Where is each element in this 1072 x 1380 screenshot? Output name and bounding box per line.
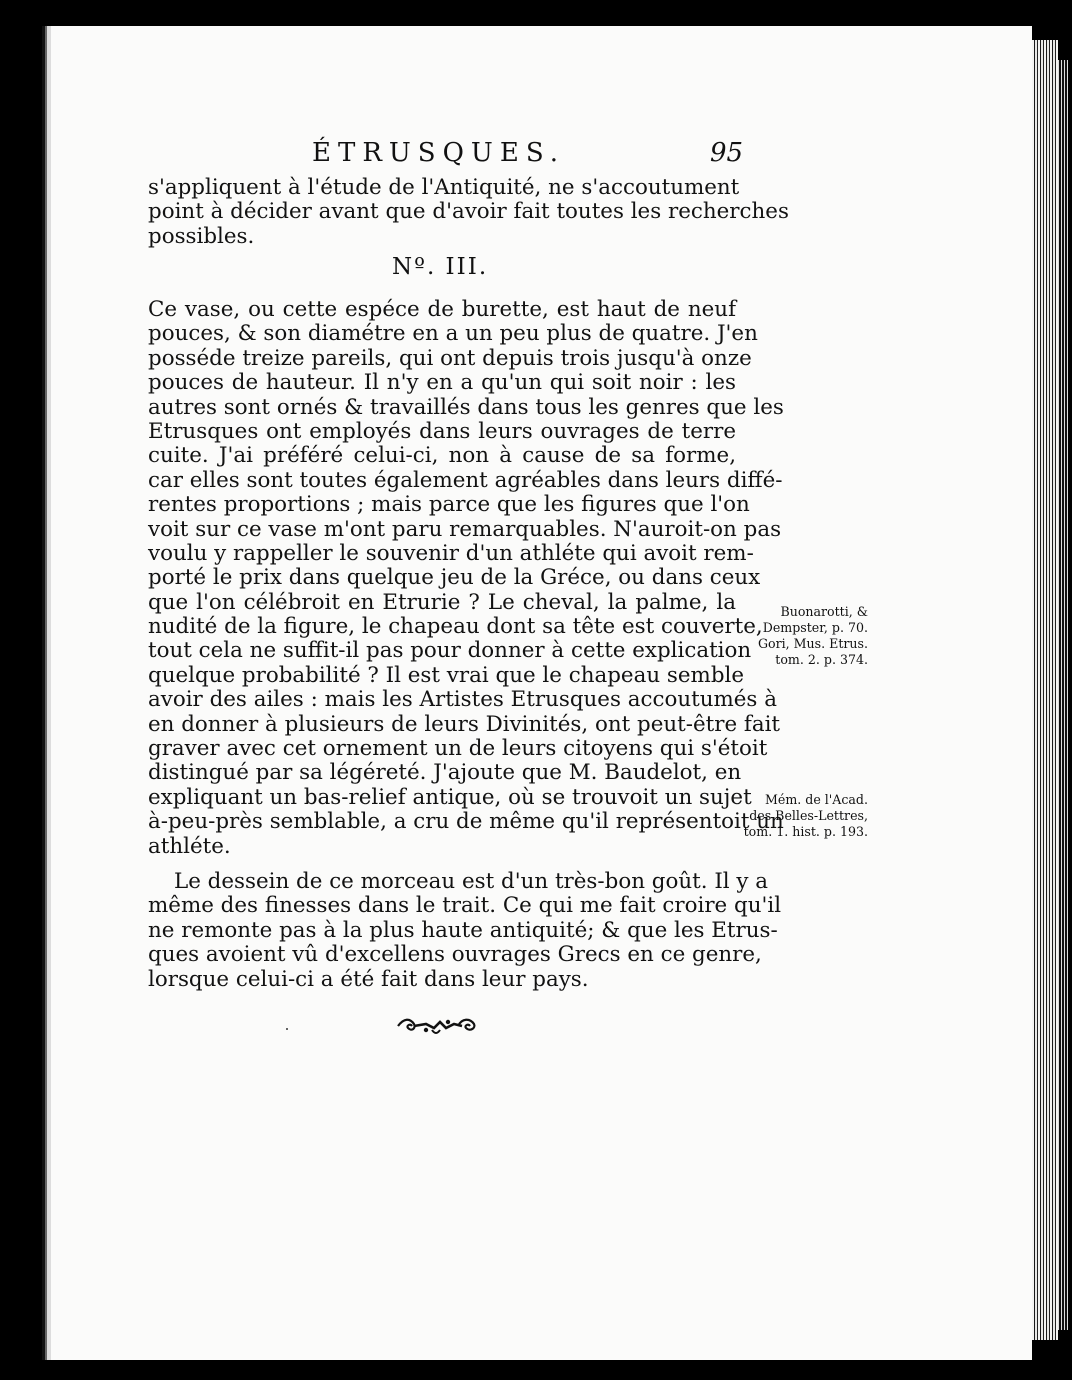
text-line: graver avec cet ornement un de leurs citoyens qui s'étoit bbox=[148, 736, 768, 762]
margin-note-2 bbox=[740, 792, 868, 840]
text-line: nudité de la figure, le chapeau dont sa tête est couverte, bbox=[148, 614, 763, 640]
text-line: s'appliquent à l'étude de l'Antiquité, ne s'accoutument bbox=[148, 175, 740, 200]
text-line: lorsque celui-ci a été fait dans leur pays. bbox=[148, 966, 589, 992]
text-line: que l'on célébroit en Etrurie ? Le cheval, la palme, la bbox=[148, 589, 736, 615]
text-line: possibles. bbox=[148, 223, 255, 249]
page-gutter bbox=[42, 26, 56, 1360]
note-line: des Belles-Lettres, bbox=[749, 808, 868, 823]
text-line: même des finesses dans le trait. Ce qui me fait croire qu'il bbox=[148, 893, 782, 919]
text-line: autres sont ornés & travaillés dans tous les genres que les bbox=[148, 394, 784, 420]
text-line: ques avoient vû d'excellens ouvrages Grecs en ce genre, bbox=[148, 942, 762, 968]
paragraph-1 bbox=[148, 297, 784, 859]
text-line: pouces, & son diamétre en a un peu plus de quatre. J'en bbox=[148, 321, 758, 347]
text-line: ne remonte pas à la plus haute antiquité; & que les Etrus- bbox=[148, 917, 778, 943]
note-line: Buonarotti, & bbox=[780, 604, 868, 619]
text-line: porté le prix dans quelque jeu de la Gréce, ou dans ceux bbox=[148, 565, 761, 591]
text-line: voit sur ce vase m'ont paru remarquables. N'auroit-on pas bbox=[148, 516, 782, 542]
page-number: 95 bbox=[710, 138, 744, 168]
margin-note-1 bbox=[740, 604, 868, 668]
text-line: Ce vase, ou cette espéce de burette, est haut de neuf bbox=[148, 297, 736, 322]
text-line: distingué par sa légéreté. J'ajoute que M. Baudelot, en bbox=[148, 760, 742, 786]
note-line: tom. 1. hist. p. 193. bbox=[743, 824, 868, 839]
text-line: cuite. J'ai préféré celui-ci, non à cause de sa forme, bbox=[148, 443, 736, 469]
note-line: Dempster, p. 70. bbox=[762, 620, 868, 635]
text-line: point à décider avant que d'avoir fait toutes les recherches bbox=[148, 199, 789, 225]
text-line: Etrusques ont employés dans leurs ouvrages de terre bbox=[148, 418, 736, 444]
text-line: expliquant un bas-relief antique, où se trouvoit un sujet bbox=[148, 784, 752, 810]
text-line: pouces de hauteur. Il n'y en a qu'un qui soit noir : les bbox=[148, 370, 736, 396]
page-edges-outer bbox=[1058, 60, 1068, 1330]
text-line: voulu y rappeller le souvenir d'un athléte qui avoit rem- bbox=[148, 540, 754, 566]
text-line: tout cela ne suffit-il pas pour donner à cette explication bbox=[148, 638, 752, 664]
note-line: Gori, Mus. Etrus. bbox=[757, 636, 868, 651]
page-edges bbox=[1032, 40, 1058, 1340]
paragraph-2 bbox=[148, 869, 782, 992]
running-title: ÉTRUSQUES. bbox=[312, 138, 565, 168]
text-line: posséde treize pareils, qui ont depuis trois jusqu'à onze bbox=[148, 345, 752, 371]
text-line: quelque probabilité ? Il est vrai que le chapeau semble bbox=[148, 662, 745, 688]
text-line: en donner à plusieurs de leurs Divinités, ont peut-être fait bbox=[148, 711, 781, 737]
text-line: avoir des ailes : mais les Artistes Etrusques accoutumés à bbox=[148, 687, 777, 713]
fleuron-ornament-icon bbox=[396, 1014, 476, 1042]
text-line: rentes proportions ; mais parce que les figures que l'on bbox=[148, 492, 750, 518]
note-line: Mém. de l'Acad. bbox=[764, 792, 868, 807]
section-title: Nº. III. bbox=[392, 254, 489, 280]
text-line: athléte. bbox=[148, 833, 231, 859]
text-line: Le dessein de ce morceau est d'un très-bon goût. Il y a bbox=[174, 869, 769, 894]
intro-text bbox=[148, 175, 789, 249]
note-line: tom. 2. p. 374. bbox=[775, 652, 868, 667]
text-line: car elles sont toutes également agréables dans leurs diffé- bbox=[148, 467, 783, 493]
text-line: à-peu-près semblable, a cru de même qu'il représentoit un bbox=[148, 809, 784, 835]
ink-speck bbox=[286, 1028, 288, 1030]
